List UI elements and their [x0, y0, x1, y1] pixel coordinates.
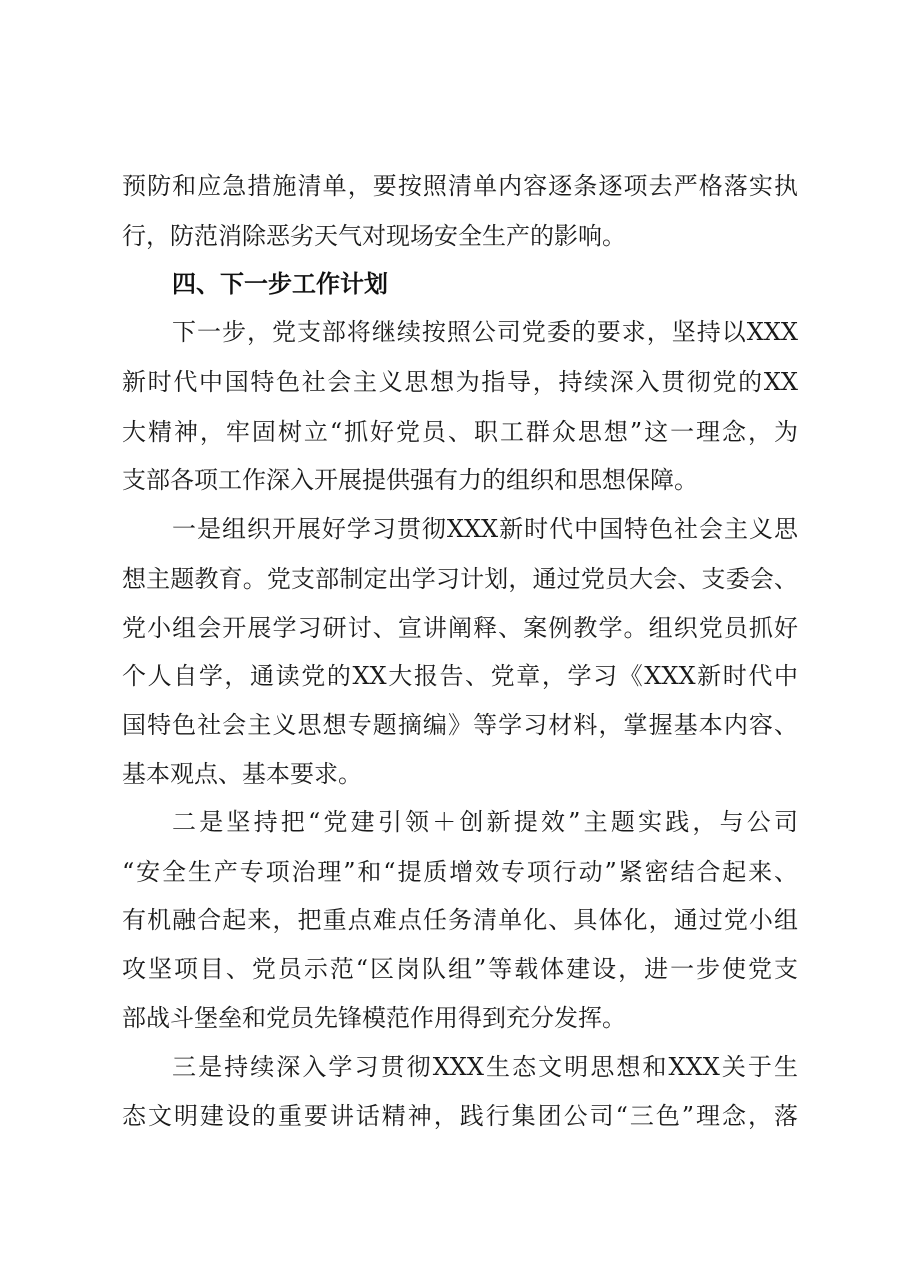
body-text-line: 态文明建设的重要讲话精神，践行集团公司“三色”理念，落 — [122, 1102, 798, 1130]
body-text-line: 行，防范消除恶劣天气对现场安全生产的影响。 — [122, 222, 626, 250]
body-text-line: 支部各项工作深入开展提供强有力的组织和思想保障。 — [122, 466, 698, 494]
body-text-line: 党小组会开展学习研讨、宣讲阐释、案例教学。组织党员抓好 — [122, 614, 798, 642]
body-text-line: “安全生产专项治理”和“提质增效专项行动”紧密结合起来、 — [122, 858, 798, 886]
body-text-line: 有机融合起来，把重点难点任务清单化、具体化，通过党小组 — [122, 906, 798, 934]
body-text-line: 二是坚持把“党建引领＋创新提效”主题实践，与公司 — [172, 808, 798, 836]
body-text-line: 三是持续深入学习贯彻XXX生态文明思想和XXX关于生 — [172, 1053, 798, 1081]
body-text-line: 一是组织开展好学习贯彻XXX新时代中国特色社会主义思 — [172, 515, 798, 543]
body-text-line: 大精神，牢固树立“抓好党员、职工群众思想”这一理念，为 — [122, 418, 798, 446]
body-text-line: 攻坚项目、党员示范“区岗队组”等载体建设，进一步使党支 — [122, 955, 798, 983]
body-text-line: 国特色社会主义思想专题摘编》等学习材料，掌握基本内容、 — [122, 711, 798, 739]
body-text-line: 下一步，党支部将继续按照公司党委的要求，坚持以XXX — [172, 318, 798, 346]
body-text-line: 想主题教育。党支部制定出学习计划，通过党员大会、支委会、 — [122, 565, 798, 593]
body-text-line: 新时代中国特色社会主义思想为指导，持续深入贯彻党的XX — [122, 368, 798, 396]
body-text-line: 部战斗堡垒和党员先锋模范作用得到充分发挥。 — [122, 1004, 626, 1032]
body-text-line: 个人自学，通读党的XX大报告、党章，学习《XXX新时代中 — [122, 662, 798, 690]
section-heading: 四、下一步工作计划 — [172, 270, 388, 298]
body-text-line: 基本观点、基本要求。 — [122, 760, 362, 788]
body-text-line: 预防和应急措施清单，要按照清单内容逐条逐项去严格落实执 — [122, 172, 798, 200]
